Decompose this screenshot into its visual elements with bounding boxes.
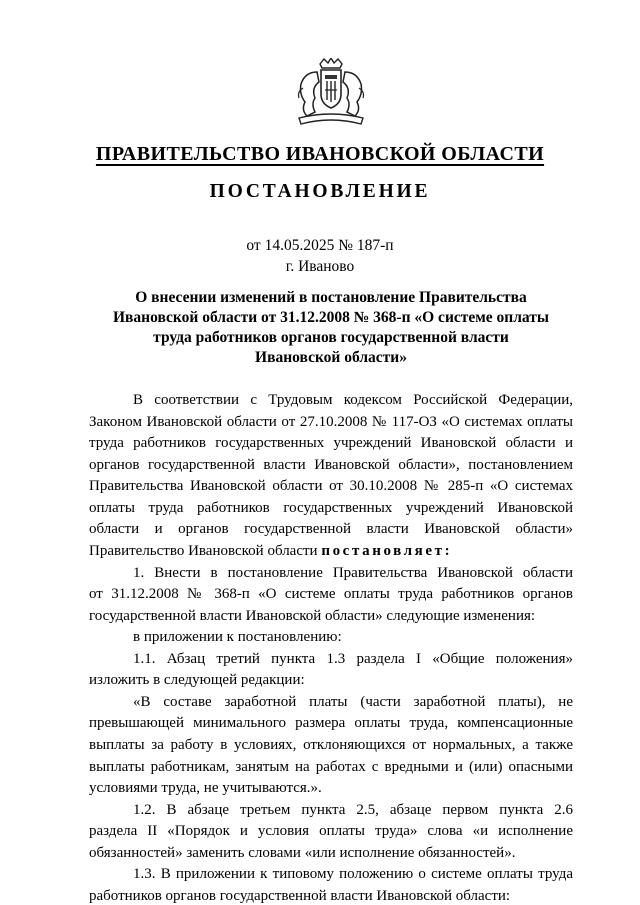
body-line: 1. Внести в постановление Правительства Ивановской области [133,565,573,581]
body-line: Правительства Ивановской области от 30.10.2008 № 285-п «О системах [89,478,573,494]
date-and-number [0,235,640,277]
title-line: Ивановской области от 31.12.2008 № 368-п «О системе оплаты [113,309,549,326]
body-line: органов государственной власти Ивановской области», постановлением [89,457,573,473]
body-line [89,543,573,560]
body-line: обязанностей» заменить словами «или исполнение обязанностей». [89,845,516,861]
date-number: от 14.05.2025 № 187-п [246,237,394,254]
body-line: 1.3. В приложении к типовому положению о системе оплаты труда [133,866,573,882]
body-line: 1.2. В абзаце третьем пункта 2.5, абзаце первом пункта 2.6 [133,802,573,818]
body-line: изложить в следующей редакции: [89,672,305,688]
body-line: выплаты работникам, занятым на работах с вредными и (или) опасными [89,759,573,775]
body-line: раздела II «Порядок и условия оплаты труда» слова «и исполнение [89,823,573,839]
body-text-span: Правительство Ивановской области [89,543,318,559]
document-type: ПОСТАНОВЛЕНИЕ [209,181,431,202]
body-line: условиями труда, не учитываются.». [89,780,322,796]
decree-keyword: постановляет: [321,543,453,559]
document-title [88,288,574,368]
body-line: труда работников государственных учреждений Ивановской области и [89,435,573,451]
body-line: превышающей минимального размера оплаты труда, компенсационные [89,715,573,731]
body-line: оплаты труда работников государственных учреждений Ивановской [89,500,573,516]
body-line: Законом Ивановской области от 27.10.2008 № 117-ОЗ «О системах оплаты [89,414,573,430]
title-line: О внесении изменений в постановление Правительства [135,289,527,306]
body-line: В соответствии с Трудовым кодексом Российской Федерации, [133,392,573,408]
body-line: в приложении к постановлению: [133,629,342,645]
title-line: Ивановской области» [255,349,407,366]
coat-of-arms-emblem [293,58,369,128]
body-line: области и органов государственной власти Ивановской области» [89,521,573,537]
body-line: работников органов государственной власти Ивановской области: [89,888,511,904]
body-line: от 31.12.2008 № 368-п «О системе оплаты труда работников органов [89,586,573,602]
title-line: труда работников органов государственной власти [153,329,509,346]
city: г. Иваново [285,258,355,275]
body-line: выплаты за работу в условиях, отклоняющихся от нормальных, а также [89,737,573,753]
body-line: «В составе заработной платы (части заработной платы), не [133,694,573,710]
government-name: ПРАВИТЕЛЬСТВО ИВАНОВСКОЙ ОБЛАСТИ [95,143,545,165]
body-line: 1.1. Абзац третий пункта 1.3 раздела I «Общие положения» [133,651,573,667]
body-line: государственной власти Ивановской области» следующие изменения: [89,608,536,624]
